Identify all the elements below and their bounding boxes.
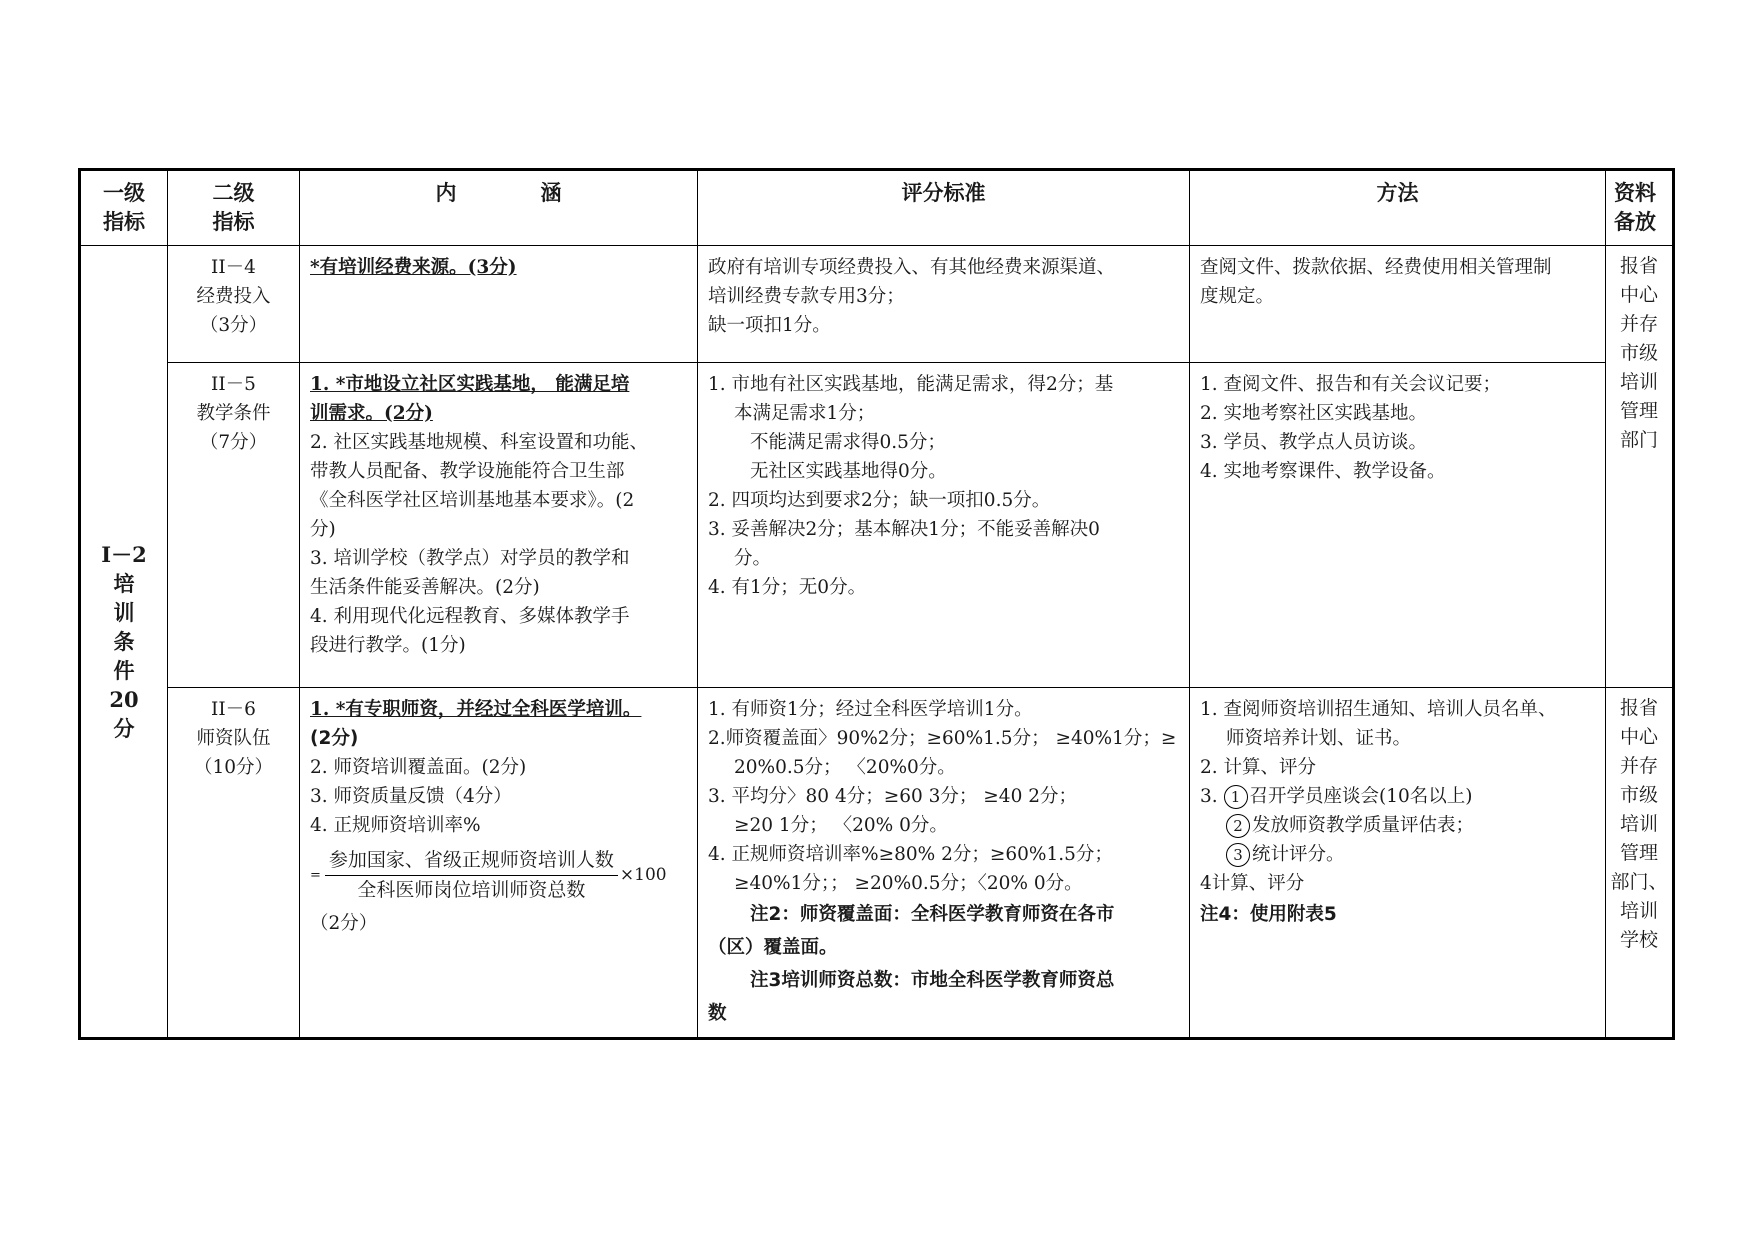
- note-2-cont: （区）覆盖面。: [708, 937, 838, 958]
- formula-suffix: ×100: [619, 865, 667, 885]
- note-3-cont: 数: [708, 1003, 727, 1024]
- header-level2: 二级 指标: [168, 170, 300, 246]
- note-4: 注4：使用附表5: [1200, 904, 1337, 925]
- method-cell: 1. 查阅文件、报告和有关会议记要； 2. 实地考察社区实践基地。 3. 学员、教学点人员访谈。 4. 实地考察课件、教学设备。: [1190, 363, 1606, 688]
- table-row: [80, 246, 1674, 363]
- header-criteria: 评分标准: [698, 170, 1190, 246]
- formula-prefix: =: [310, 868, 321, 883]
- training-rate-formula: [310, 846, 687, 905]
- table-row: [80, 688, 1674, 1039]
- table-header-row: [80, 170, 1674, 246]
- note-2: 注2：师资覆盖面：全科医学教育师资在各市: [750, 904, 1115, 925]
- method-cell: 查阅文件、拨款依据、经费使用相关管理制 度规定。: [1190, 246, 1606, 363]
- criteria-cell: 1. 市地有社区实践基地，能满足需求，得2分；基 本满足需求1分； 不能满足需求得0.5分； 无社区实践基地得0分。 2. 四项均达到要求2分；缺一项扣0.5分。 3. 妥善解决2分；基本解决1分；不能妥善解决0 分。 4. 有1分；无0分。: [698, 363, 1190, 688]
- level1-indicator-cell: I－2 培 训 条 件 20 分: [80, 246, 168, 1039]
- circled-number-1: 1: [1224, 785, 1248, 809]
- table-row: [80, 363, 1674, 688]
- circled-number-2: 2: [1226, 814, 1250, 838]
- method-cell: 1. 查阅师资培训招生通知、培训人员名单、 师资培养计划、证书。 2. 计算、评分 3. 1 召开学员座谈会(10名以上) 2 发放师资教学质量评估表； 3 统计评分。 4计算、评分 注4：使用附表5: [1190, 688, 1606, 1039]
- note-3: 注3培训师资总数：市地全科医学教育师资总: [750, 970, 1115, 991]
- formula-numerator: 参加国家、省级正规师资培训人数: [325, 846, 618, 876]
- header-level1: 一级 指标: [80, 170, 168, 246]
- evaluation-table: [78, 168, 1675, 1040]
- header-method: 方法: [1190, 170, 1606, 246]
- content-cell: 1. *有专职师资，并经过全科医学培训。 (2分) 2. 师资培训覆盖面。(2分) 3. 师资质量反馈（4分） 4. 正规师资培训率% = $\frac{\text{参加国家、省级正规师资培训人数}}{\text{全科医师岗位培训师资总数}}$ ×100 （2分）: [300, 688, 698, 1039]
- level2-code-cell: II－5 教学条件 （7分）: [168, 363, 300, 688]
- archive-cell: 报省 中心 并存 市级 培训 管理 部门: [1606, 246, 1674, 688]
- archive-cell: 报省 中心 并存 市级 培训 管理 部门、 培训 学校: [1606, 688, 1674, 1039]
- header-content: 内 涵: [300, 170, 698, 246]
- content-cell: *有培训经费来源。(3分): [300, 246, 698, 363]
- level2-code-cell: II－4 经费投入 （3分）: [168, 246, 300, 363]
- formula-denominator: 全科医师岗位培训师资总数: [357, 879, 586, 901]
- circled-number-3: 3: [1226, 843, 1250, 867]
- header-archive: 资料 备放: [1606, 170, 1674, 246]
- level2-code-cell: II－6 师资队伍 （10分）: [168, 688, 300, 1039]
- criteria-cell: 1. 有师资1分；经过全科医学培训1分。 2.师资覆盖面〉90%2分；≥60%1.5分； ≥40%1分；≥ 20%0.5分； 〈20%0分。 3. 平均分〉80 4分；≥60 3分； ≥40 2分； ≥20 1分； 〈20% 0分。 4. 正规师资培训率%≥80% 2分；≥60%1.5分； ≥40%1分；； ≥20%0.5分；〈20% 0分。 注2：师资覆盖面：全科医学教育师资在各市 （区）覆盖面。 注3培训师资总数：市地全科医学教育师资总 数: [698, 688, 1190, 1039]
- content-cell: 1. *市地设立社区实践基地， 能满足培 训需求。(2分) 2. 社区实践基地规模、科室设置和功能、 带教人员配备、教学设施能符合卫生部 《全科医学社区培训基地基本要求》。(2 分) 3. 培训学校（教学点）对学员的教学和 生活条件能妥善解决。(2分) 4. 利用现代化远程教育、多媒体教学手 段进行教学。(1分): [300, 363, 698, 688]
- criteria-cell: 政府有培训专项经费投入、有其他经费来源渠道、 培训经费专款专用3分； 缺一项扣1分。: [698, 246, 1190, 363]
